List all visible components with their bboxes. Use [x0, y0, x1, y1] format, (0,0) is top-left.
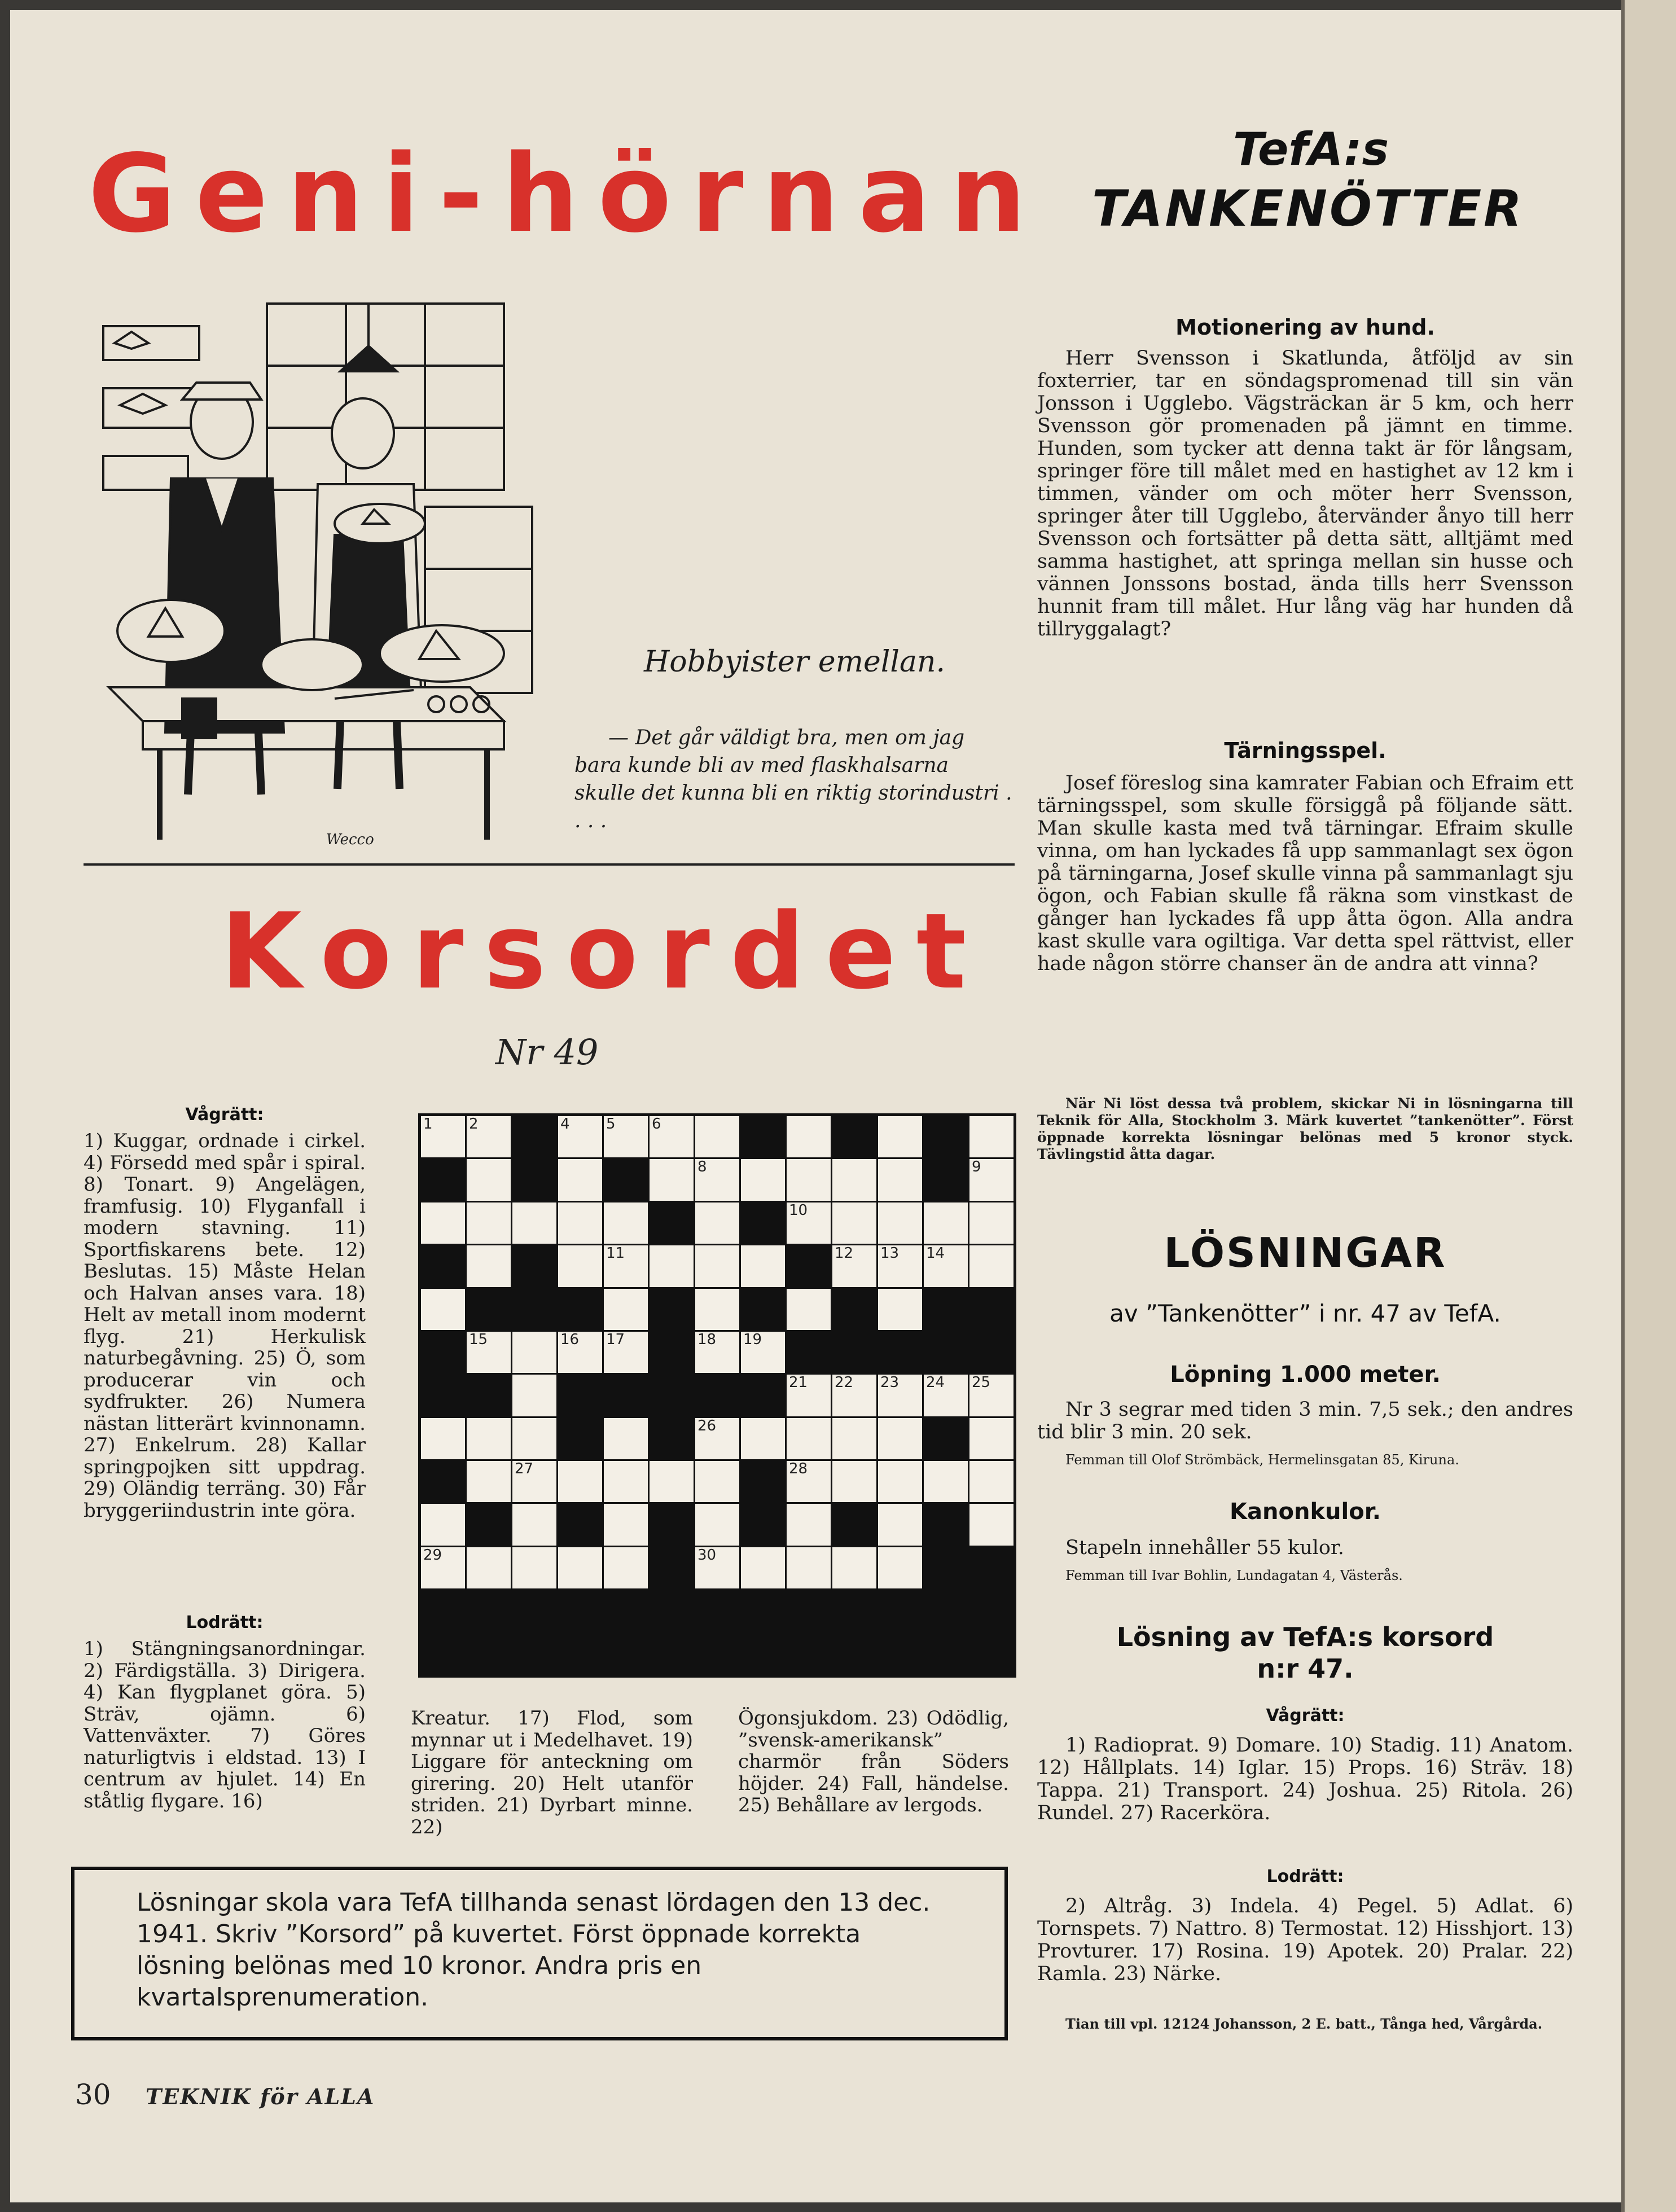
cartoon-signature: Wecco	[326, 831, 374, 848]
crossword-cell[interactable]	[467, 1202, 511, 1244]
deadline-text: Lösningar skola vara TefA tillhanda senast lördagen den 13 dec. 1941. Skriv ”Korsord” på kuvertet. Först öppnade korrekta lösning belönas med 10 kronor. Andra pris en kvartalsprenumeration.	[137, 1888, 931, 2012]
magazine-name: TEKNIK för ALLA	[146, 2084, 375, 2109]
solution-down-heading: Lodrätt:	[1266, 1867, 1344, 1886]
crossword-cell-number: 28	[789, 1460, 808, 1478]
crossword-black-cell	[787, 1332, 831, 1373]
crossword-cell-number: 30	[697, 1546, 717, 1564]
crossword-cell[interactable]	[604, 1461, 648, 1502]
problem1-text: Herr Svensson i Skatlunda, åtföljd av sin foxterrier, tar en söndagspromenad till sin vän Jonsson i Ugglebo. Vägsträckan är 5 km, och herr Svensson gör promenaden på jämnt en timme. Hunden, som tycker att denna takt är för långsam, springer före till målet med en hastighet av 12 km i timmen, vänder om och möter herr Svensson, springer åter till Ugglebo, återvänder ånyo till herr Svensson och fortsätter på detta sätt, alltjämt med samma hastighet, att springa mellan sin husse och vännen Jonssons bostad, ända tills herr Svensson hunnit fram till målet. Hur lång väg har hunden då tillryggalagt?	[1037, 347, 1573, 640]
crossword-cell[interactable]	[695, 1245, 739, 1287]
crossword-black-cell	[878, 1332, 922, 1373]
crossword-black-cell	[832, 1289, 876, 1330]
problem1-title: Motionering av hund.	[1175, 315, 1435, 340]
crossword-cell[interactable]	[878, 1289, 922, 1330]
crossword-cell-number: 1	[423, 1116, 433, 1133]
crossword-black-cell	[741, 1375, 785, 1416]
crossword-cell[interactable]	[650, 1461, 694, 1502]
crossword-cell[interactable]	[421, 1418, 465, 1459]
cartoon-caption-text: — Det går väldigt bra, men om jag bara kunde bli av med flaskhalsarna skulle det kunna bli en riktig storindustri . . . .	[574, 726, 1012, 832]
crossword-cell[interactable]	[467, 1116, 511, 1157]
crossword-black-cell	[650, 1202, 694, 1244]
crossword-cell[interactable]	[512, 1332, 556, 1373]
crossword-cell[interactable]	[969, 1375, 1014, 1416]
crossword-cell[interactable]	[832, 1547, 876, 1588]
crossword-black-cell	[924, 1504, 968, 1545]
crossword-cell[interactable]	[467, 1461, 511, 1502]
crossword-black-cell	[832, 1116, 876, 1157]
crossword-cell[interactable]	[787, 1202, 831, 1244]
crossword-cell[interactable]	[467, 1547, 511, 1588]
crossword-cell[interactable]	[695, 1116, 739, 1157]
cartoon-caption-title: Hobbyister emellan.	[643, 645, 946, 679]
crossword-cell[interactable]	[512, 1418, 556, 1459]
crossword-black-cell	[421, 1332, 465, 1373]
crossword-cell[interactable]	[969, 1245, 1014, 1287]
crossword-cell[interactable]	[878, 1418, 922, 1459]
crossword-cell[interactable]	[512, 1375, 556, 1416]
crossword-cell[interactable]	[969, 1504, 1014, 1545]
crossword-grid	[418, 1113, 1016, 1678]
crossword-cell[interactable]	[787, 1159, 831, 1200]
crossword-cell[interactable]	[878, 1461, 922, 1502]
crossword-cell-number: 11	[606, 1245, 625, 1262]
crossword-cell[interactable]	[832, 1202, 876, 1244]
losningar-heading: LÖSNINGAR	[1164, 1229, 1447, 1276]
crossword-cell[interactable]	[924, 1461, 968, 1502]
solution-winner: Tian till vpl. 12124 Johansson, 2 E. batt., Tånga hed, Vårgårda.	[1065, 2016, 1543, 2032]
losningar-subheading: av ”Tankenötter” i nr. 47 av TefA.	[1109, 1300, 1501, 1327]
crossword-cell-number: 23	[880, 1374, 900, 1392]
crossword-cell[interactable]	[604, 1245, 648, 1287]
submission-note: När Ni löst dessa två problem, skickar Ni in lösningarna till Teknik för Alla, Stockholm 3. Märk kuvertet ”tankenötter”. Först öppnade korrekta lösningar belönas med 5 kronor styck. Tävlingstid åtta dagar.	[1037, 1095, 1573, 1162]
crossword-black-cell	[650, 1332, 694, 1373]
crossword-black-cell	[695, 1375, 739, 1416]
crossword-black-cell	[832, 1504, 876, 1545]
crossword-cell[interactable]	[467, 1332, 511, 1373]
lopning-title: Löpning 1.000 meter.	[1170, 1362, 1441, 1388]
crossword-cell[interactable]	[558, 1116, 602, 1157]
crossword-cell[interactable]	[741, 1159, 785, 1200]
crossword-cell[interactable]	[695, 1332, 739, 1373]
crossword-cell[interactable]	[512, 1461, 556, 1502]
crossword-cell-number: 10	[789, 1201, 808, 1219]
crossword-black-cell	[604, 1159, 648, 1200]
crossword-black-cell	[924, 1332, 968, 1373]
crossword-black-cell	[512, 1116, 556, 1157]
crossword-black-cell	[512, 1245, 556, 1287]
crossword-cell-number: 19	[743, 1331, 762, 1348]
down-clues-col3: Ögonsjukdom. 23) Odödlig, ”svensk-amerikansk” charmör från Söders höjder. 24) Fall, händelse. 25) Behållare av lergods.	[738, 1707, 1009, 1816]
crossword-cell-number: 6	[652, 1116, 661, 1133]
crossword-black-cell	[421, 1245, 465, 1287]
crossword-black-cell	[924, 1159, 968, 1200]
crossword-cell-number: 25	[972, 1374, 991, 1392]
kanonkulor-winner: Femman till Ivar Bohlin, Lundagatan 4, Västerås.	[1065, 1568, 1403, 1583]
crossword-cell-number: 8	[697, 1158, 707, 1176]
crossword-cell-number: 14	[926, 1245, 945, 1262]
crossword-cell[interactable]	[558, 1461, 602, 1502]
crossword-black-cell	[467, 1504, 511, 1545]
crossword-cell-number: 5	[606, 1116, 616, 1133]
deadline-box	[71, 1867, 1008, 2040]
crossword-black-cell	[650, 1504, 694, 1545]
adjacent-page-edge	[1621, 0, 1676, 2212]
crossword-cell[interactable]	[969, 1159, 1014, 1200]
crossword-cell[interactable]	[969, 1116, 1014, 1157]
crossword-cell[interactable]	[650, 1116, 694, 1157]
crossword-cell[interactable]	[558, 1332, 602, 1373]
crossword-black-cell	[558, 1289, 602, 1330]
crossword-cell[interactable]	[787, 1116, 831, 1157]
crossword-cell[interactable]	[467, 1418, 511, 1459]
crossword-cell-number: 2	[469, 1116, 479, 1133]
geni-hornan-title: Geni-hörnan	[88, 131, 1046, 256]
cartoon-illustration	[98, 292, 538, 851]
crossword-cell[interactable]	[695, 1418, 739, 1459]
crossword-cell[interactable]	[832, 1245, 876, 1287]
crossword-cell[interactable]	[787, 1375, 831, 1416]
crossword-black-cell	[924, 1289, 968, 1330]
crossword-cell[interactable]	[650, 1159, 694, 1200]
page-number: 30	[75, 2078, 111, 2111]
crossword-black-cell	[741, 1504, 785, 1545]
crossword-cell[interactable]	[878, 1245, 922, 1287]
crossword-cell-number: 4	[560, 1116, 570, 1133]
crossword-black-cell	[558, 1375, 602, 1416]
crossword-cell[interactable]	[787, 1504, 831, 1545]
crossword-cell[interactable]	[695, 1461, 739, 1502]
crossword-cell[interactable]	[878, 1547, 922, 1588]
crossword-cell[interactable]	[741, 1332, 785, 1373]
across-clues: 1) Kuggar, ordnade i cirkel. 4) Försedd med spår i spiral. 8) Tonart. 9) Angelägen, framfusig. 10) Flyganfall i modern stavning. 11) Sportfiskarens bete. 12) Beslutas. 15) Måste Helan och Halvan anses vara. 18) Helt av metall inom modernt flyg. 21) Herkulisk naturbegåvning. 25) Ö, som producerar vin och sydfrukter. 26) Numera nästan litterärt kvinnonamn. 27) Enkelrum. 28) Kallar springpojken sitt uppdrag. 29) Oländig terräng. 30) Får bryggeriindustrin inte göra.	[84, 1130, 366, 1522]
crossword-cell[interactable]	[421, 1289, 465, 1330]
crossword-cell[interactable]	[787, 1418, 831, 1459]
crossword-cell[interactable]	[695, 1159, 739, 1200]
crossword-cell[interactable]	[832, 1461, 876, 1502]
crossword-cell[interactable]	[924, 1245, 968, 1287]
solution-down: 2) Altråg. 3) Indela. 4) Pegel. 5) Adlat. 6) Tornspets. 7) Nattro. 8) Termostat. 12) Hisshjort. 13) Provturer. 17) Rosina. 19) Apotek. 20) Pralar. 22) Ramla. 23) Närke.	[1037, 1895, 1573, 1985]
crossword-cell[interactable]	[878, 1504, 922, 1545]
crossword-cell[interactable]	[421, 1202, 465, 1244]
crossword-cell[interactable]	[558, 1245, 602, 1287]
crossword-cell-number: 9	[972, 1158, 981, 1176]
problem2-text: Josef föreslog sina kamrater Fabian och Efraim ett tärningsspel, som skulle försiggå på följande sätt. Man skulle kasta med två tärningar. Efraim skulle vinna, om han lyckades få upp sammanlagt sex ögon på tärningarna, Josef skulle vinna på sammanlagt sju ögon, och Fabian skulle få räkna som vinstkast de gånger han lyckades få upp åtta ögon. Alla andra kast skulle vara ogiltiga. Var detta spel rättvist, eller hade någon större chanser än de andra att vinna?	[1037, 772, 1573, 975]
crossword-cell-number: 18	[697, 1331, 717, 1348]
crossword-cell[interactable]	[832, 1418, 876, 1459]
crossword-cell-number: 21	[789, 1374, 808, 1392]
crossword-cell-number: 26	[697, 1417, 717, 1434]
down-clues-col2: Kreatur. 17) Flod, som mynnar ut i Medelhavet. 19) Liggare för anteckning om girering. 20) Helt utanför striden. 21) Dyrbart minne. 22)	[411, 1707, 693, 1838]
crossword-black-cell	[741, 1202, 785, 1244]
crossword-black-cell	[787, 1245, 831, 1287]
crossword-cell[interactable]	[695, 1202, 739, 1244]
kanonkulor-title: Kanonkulor.	[1230, 1499, 1381, 1525]
crossword-cell[interactable]	[604, 1332, 648, 1373]
crossword-cell-number: 24	[926, 1374, 945, 1392]
crossword-cell[interactable]	[467, 1245, 511, 1287]
crossword-cell[interactable]	[787, 1289, 831, 1330]
across-heading: Vågrätt:	[185, 1105, 264, 1125]
crossword-black-cell	[741, 1116, 785, 1157]
crossword-black-cell	[512, 1159, 556, 1200]
magazine-page	[10, 10, 1621, 2202]
crossword-cell-number: 13	[880, 1245, 900, 1262]
crossword-cell-number: 27	[515, 1460, 534, 1478]
crossword-cell[interactable]	[832, 1159, 876, 1200]
down-clues-col1: 1) Stängningsanordningar. 2) Färdigställa. 3) Dirigera. 4) Kan flygplanet göra. 5) Sträv, ojämn. 6) Vattenväxter. 7) Göres naturligtvis i eldstad. 13) I centrum av hjulet. 14) En ståtlig flygare. 16)	[84, 1638, 366, 1812]
crossword-cell[interactable]	[741, 1245, 785, 1287]
crossword-cell[interactable]	[558, 1202, 602, 1244]
crossword-cell[interactable]	[650, 1245, 694, 1287]
crossword-cell[interactable]	[878, 1202, 922, 1244]
tefa-heading: TefA:s	[1232, 123, 1389, 175]
crossword-black-cell	[650, 1289, 694, 1330]
crossword-cell[interactable]	[924, 1375, 968, 1416]
crossword-cell[interactable]	[695, 1547, 739, 1588]
korsord-solution-title: Lösning av TefA:s korsord n:r 47.	[1116, 1622, 1494, 1684]
crossword-black-cell	[421, 1461, 465, 1502]
crossword-cell-number: 15	[469, 1331, 488, 1348]
crossword-black-cell	[650, 1547, 694, 1588]
crossword-cell[interactable]	[832, 1375, 876, 1416]
crossword-cell-number: 16	[560, 1331, 580, 1348]
crossword-cell[interactable]	[969, 1202, 1014, 1244]
crossword-black-cell	[467, 1289, 511, 1330]
crossword-cell[interactable]	[512, 1202, 556, 1244]
crossword-cell[interactable]	[558, 1547, 602, 1588]
crossword-black-cell	[832, 1332, 876, 1373]
solution-across-heading: Vågrätt:	[1266, 1706, 1345, 1726]
crossword-cell[interactable]	[787, 1461, 831, 1502]
crossword-cell[interactable]	[604, 1504, 648, 1545]
crossword-black-cell	[741, 1289, 785, 1330]
crossword-cell[interactable]	[421, 1504, 465, 1545]
lopning-text: Nr 3 segrar med tiden 3 min. 7,5 sek.; den andres tid blir 3 min. 20 sek.	[1037, 1398, 1573, 1443]
crossword-cell-number: 29	[423, 1546, 442, 1564]
crossword-black-cell	[969, 1289, 1014, 1330]
crossword-number: Nr 49	[495, 1032, 599, 1073]
crossword-black-cell	[650, 1375, 694, 1416]
crossword-cell[interactable]	[969, 1461, 1014, 1502]
crossword-black-cell	[512, 1289, 556, 1330]
crossword-cell[interactable]	[741, 1547, 785, 1588]
lopning-winner: Femman till Olof Strömbäck, Hermelinsgatan 85, Kiruna.	[1065, 1452, 1459, 1468]
crossword-cell[interactable]	[878, 1116, 922, 1157]
crossword-cell[interactable]	[604, 1418, 648, 1459]
crossword-black-cell	[467, 1375, 511, 1416]
crossword-cell[interactable]	[695, 1289, 739, 1330]
crossword-cell[interactable]	[467, 1159, 511, 1200]
solution-across: 1) Radioprat. 9) Domare. 10) Stadig. 11) Anatom. 12) Hållplats. 14) Iglar. 15) Props. 16) Sträv. 18) Tappa. 21) Transport. 24) Joshua. 25) Ritola. 26) Rundel. 27) Racerköra.	[1037, 1734, 1573, 1824]
crossword-black-cell	[741, 1461, 785, 1502]
crossword-black-cell	[969, 1332, 1014, 1373]
crossword-black-cell	[421, 1159, 465, 1200]
kanonkulor-text: Stapeln innehåller 55 kulor.	[1065, 1537, 1344, 1559]
crossword-cell[interactable]	[604, 1289, 648, 1330]
crossword-black-cell	[924, 1116, 968, 1157]
crossword-cell-number: 12	[835, 1245, 854, 1262]
crossword-cell-number: 17	[606, 1331, 625, 1348]
hobbyists-cartoon-drawing	[98, 292, 538, 851]
crossword-black-cell	[604, 1375, 648, 1416]
crossword-cell[interactable]	[878, 1375, 922, 1416]
crossword-cell[interactable]	[421, 1547, 465, 1588]
crossword-cell[interactable]	[604, 1202, 648, 1244]
crossword-cell[interactable]	[604, 1547, 648, 1588]
crossword-black-cell	[924, 1418, 968, 1459]
section-divider	[84, 863, 1015, 866]
crossword-cell[interactable]	[878, 1159, 922, 1200]
crossword-cell[interactable]	[741, 1418, 785, 1459]
crossword-black-cell	[558, 1418, 602, 1459]
crossword-cell[interactable]	[604, 1116, 648, 1157]
crossword-black-cell	[421, 1375, 465, 1416]
crossword-cell[interactable]	[787, 1547, 831, 1588]
down-heading: Lodrätt:	[186, 1613, 264, 1632]
crossword-cell[interactable]	[924, 1202, 968, 1244]
crossword-cell-number: 22	[835, 1374, 854, 1392]
problem2-title: Tärningsspel.	[1224, 738, 1387, 763]
crossword-black-cell	[558, 1504, 602, 1545]
crossword-cell[interactable]	[695, 1504, 739, 1545]
crossword-cell[interactable]	[512, 1504, 556, 1545]
crossword-cell[interactable]	[558, 1159, 602, 1200]
crossword-cell[interactable]	[512, 1547, 556, 1588]
crossword-cell[interactable]	[421, 1116, 465, 1157]
korsordet-title: Korsordet	[221, 890, 987, 1012]
crossword-cell[interactable]	[969, 1418, 1014, 1459]
tankenotter-heading: TANKENÖTTER	[1092, 179, 1524, 238]
crossword-black-cell	[650, 1418, 694, 1459]
